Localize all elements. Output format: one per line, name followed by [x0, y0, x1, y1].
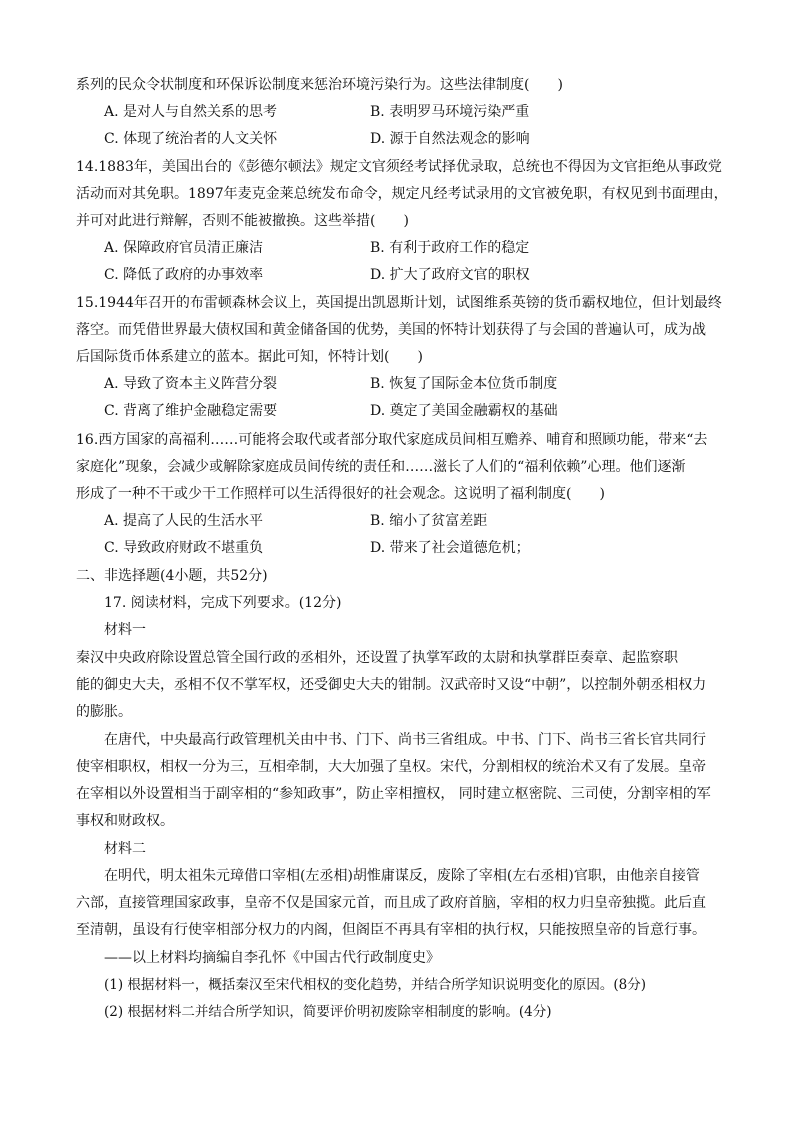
q14-option-c: C. 降低了政府的办事效率 [104, 267, 264, 283]
q15-stem-line: 15.1944年召开的布雷顿森林会议上，英国提出凯恩斯计划，试图维系英镑的货币霸权地位，但计划最终 [76, 295, 722, 311]
q15-stem-line: 后国际货币体系建立的蓝本。据此可知，怀特计划( ) [76, 349, 423, 365]
material2-label: 材料二 [104, 841, 146, 857]
q13-stem-end: 系列的民众令状制度和环保诉讼制度来惩治环境污染行为。这些法律制度( ) [76, 77, 563, 93]
q16-stem-line: 形成了一种不干或少干工作照样可以生活得很好的社会观念。这说明了福利制度( ) [76, 486, 605, 502]
material1-line: 能的御史大夫，丞相不仅不掌军权，还受御史大夫的钳制。汉武帝时又设“中朝”，以控制外朝丞相权力 [76, 677, 707, 693]
q14-stem-line: 14.1883年，美国出台的《彭德尔顿法》规定文官须经考试择优录取，总统也不得因为文官拒绝从事政党 [76, 159, 722, 175]
material2-line: 至清朝，虽设有行使宰相部分权力的内阁，但阁臣不再具有宰相的执行权，只能按照皇帝的旨意行事。 [76, 922, 706, 938]
q15-stem-line: 落空。而凭借世界最大债权国和黄金储备国的优势，美国的怀特计划获得了与会国的普遍认可，成为战 [76, 322, 706, 338]
q15-option-c: C. 背离了维护金融稳定需要 [104, 403, 278, 419]
q16-option-b: B. 缩小了贫富差距 [370, 513, 488, 529]
material2-line: 六部，直接管理国家政事，皇帝不仅是国家元首，而且成了政府首脑，宰相的权力归皇帝独揽。此后直 [76, 895, 706, 911]
q15-option-d: D. 奠定了美国金融霸权的基础 [370, 403, 558, 419]
q14-option-a: A. 保障政府官员清正廉洁 [104, 240, 264, 256]
material1-line: 秦汉中央政府除设置总管全国行政的丞相外，还设置了执掌军政的太尉和执掌群臣奏章、起监察职 [76, 650, 678, 666]
sub-question-2: (2) 根据材料二并结合所学知识，简要评价明初废除宰相制度的影响。(4分) [104, 1004, 552, 1020]
material1-para2-line: 在宰相以外设置相当于副宰相的“参知政事”，防止宰相擅权， 同时建立枢密院、三司使，分割宰相的军 [76, 786, 711, 802]
q15-option-b: B. 恢复了国际金本位货币制度 [370, 376, 558, 392]
q14-option-b: B. 有利于政府工作的稳定 [370, 240, 530, 256]
q13-option-c: C. 体现了统治者的人文关怀 [104, 131, 278, 147]
material2-line: 在明代，明太祖朱元璋借口宰相(左丞相)胡惟庸谋反，废除了宰相(左右丞相)官职，由他亲自接管 [104, 868, 700, 884]
q17-title: 17. 阅读材料，完成下列要求。(12分) [104, 595, 342, 611]
q13-option-d: D. 源于自然法观念的影响 [370, 131, 530, 147]
section-heading: 二、非选择题(4小题，共52分) [76, 568, 268, 584]
sub-question-1: (1) 根据材料一，概括秦汉至宋代相权的变化趋势，并结合所学知识说明变化的原因。(8分) [104, 977, 647, 993]
material1-para2-line: 在唐代，中央最高行政管理机关由中书、门下、尚书三省组成。中书、门下、尚书三省长官共同行 [104, 732, 706, 748]
material1-para2-line: 事权和财政权。 [76, 813, 174, 829]
q16-option-c: C. 导致政府财政不堪重负 [104, 540, 264, 556]
q13-option-b: B. 表明罗马环境污染严重 [370, 104, 530, 120]
q16-option-d: D. 带来了社会道德危机； [370, 540, 530, 556]
q16-stem-line: 家庭化”现象，会减少或解除家庭成员间传统的责任和……滋长了人们的“福利依赖”心理。他们逐渐 [76, 459, 686, 475]
material1-para2-line: 使宰相职权，相权一分为三，互相牵制，大大加强了皇权。宋代，分割相权的统治术又有了发展。皇帝 [76, 759, 706, 775]
material1-label: 材料一 [104, 622, 146, 638]
q14-stem-line: 并可对此进行辩解，否则不能被撤换。这些举措( ) [76, 213, 409, 229]
q15-option-a: A. 导致了资本主义阵营分裂 [104, 376, 278, 392]
q14-stem-line: 活动而对其免职。1897年麦克金莱总统发布命令，规定凡经考试录用的文官被免职，有权见到书面理由， [76, 186, 728, 202]
q14-option-d: D. 扩大了政府文官的职权 [370, 267, 530, 283]
q13-option-a: A. 是对人与自然关系的思考 [104, 104, 278, 120]
q16-stem-line: 16.西方国家的高福利……可能将会取代或者部分取代家庭成员间相互赡养、哺育和照顾功能，带来“去 [76, 432, 708, 448]
material-source: ——以上材料均摘编自李孔怀《中国古代行政制度史》 [104, 950, 440, 966]
material1-line: 的膨胀。 [76, 704, 132, 720]
q16-option-a: A. 提高了人民的生活水平 [104, 513, 264, 529]
